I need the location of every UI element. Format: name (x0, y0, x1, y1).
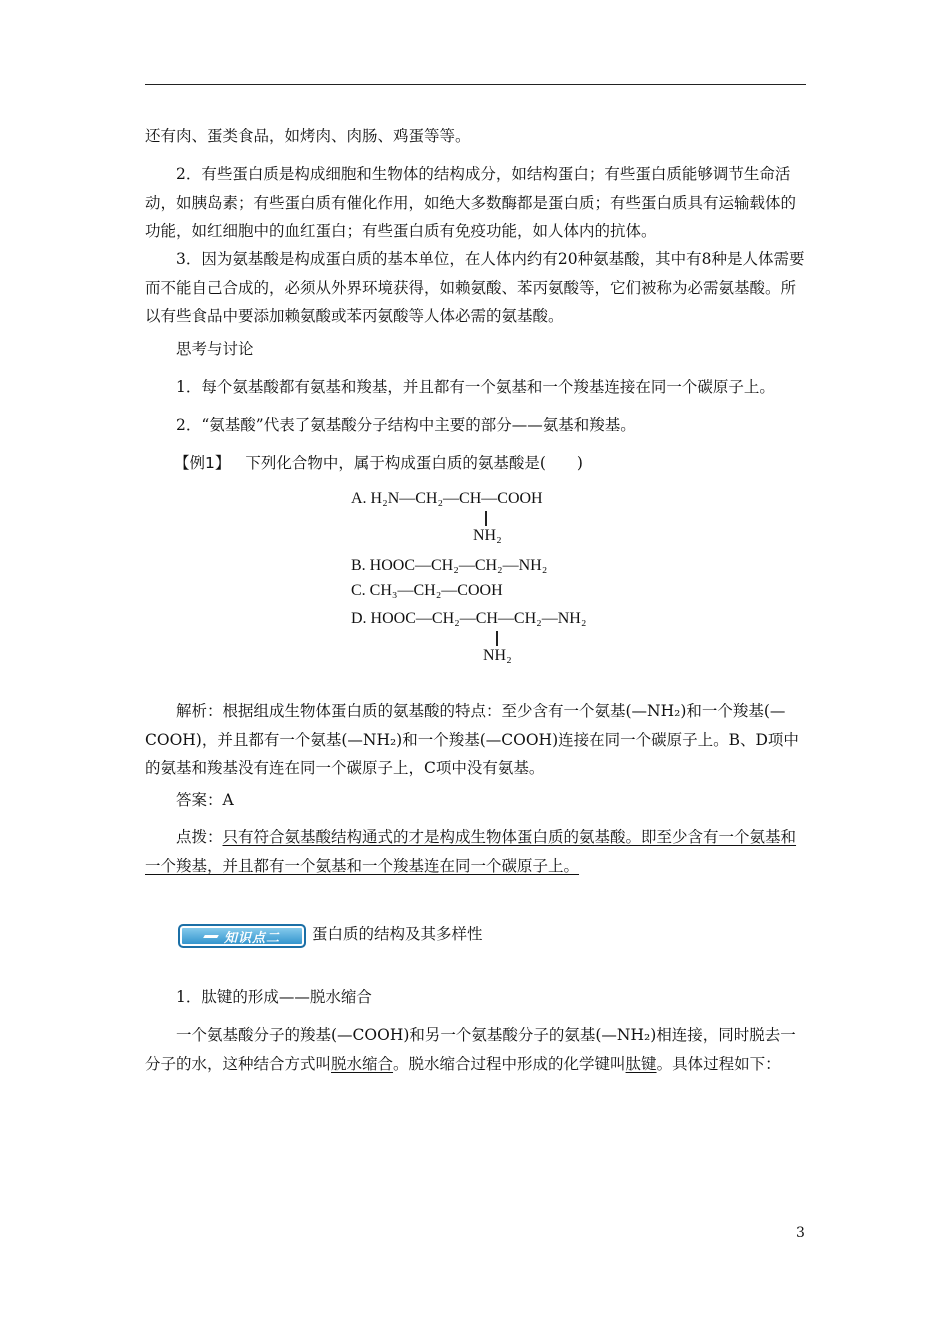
peptide-bond-paragraph (145, 1021, 806, 1078)
option-d-branch: NH₂ (483, 647, 512, 664)
section-title: 蛋白质的结构及其多样性 (312, 925, 483, 943)
paragraph-3: 3．因为氨基酸是构成蛋白质的基本单位，在人体内约有20种氨基酸，其中有8种是人体需要而不能自己合成的，必须从外界环境获得，如赖氨酸、苯丙氨酸等，它们被称为必需氨基酸。所以有些食品中要添加赖氨酸或苯丙氨酸等人体必需的氨基酸。 (145, 250, 805, 325)
option-b-formula: B. HOOC—CH₂—CH₂—NH₂ (351, 557, 548, 574)
example-question-text: 下列化合物中，属于构成蛋白质的氨基酸是( ) (245, 454, 583, 472)
option-d-formula: D. HOOC—CH₂—CH—CH₂—NH₂ (351, 610, 587, 627)
section-badge-label: 知识点二 (223, 930, 280, 946)
example-tag: 【例1】 (174, 454, 231, 472)
term-peptide-bond: 肽键 (625, 1054, 657, 1073)
example-question (174, 449, 806, 478)
tip-text: 只有符合氨基酸结构通式的才是构成生物体蛋白质的氨基酸。即至少含有一个氨基和一个羧基，并且都有一个氨基和一个羧基连在同一个碳原子上。 (145, 828, 797, 875)
paragraph-continuation: 还有肉、蛋类食品，如烤肉、肉肠、鸡蛋等等。 (145, 127, 471, 145)
discussion-item-1: 1．每个氨基酸都有氨基和羧基，并且都有一个氨基和一个羧基连接在同一个碳原子上。 (176, 378, 775, 396)
tip-label: 点拨： (176, 828, 223, 846)
discussion-item-2: 2．“氨基酸”代表了氨基酸分子结构中主要的部分——氨基和羧基。 (176, 416, 636, 434)
option-a-formula: A. H₂N—CH₂—CH—COOH (351, 490, 543, 507)
option-c-formula: C. CH₃—CH₂—COOH (351, 582, 503, 599)
peptide-bond-heading: 1．肽键的形成——脱水缩合 (176, 988, 372, 1006)
page-number: 3 (796, 1225, 805, 1241)
term-dehydration-condensation: 脱水缩合 (331, 1054, 394, 1073)
header-rule (145, 84, 806, 85)
paragraph-text-c: 。具体过程如下： (656, 1054, 781, 1073)
paragraph-2: 2．有些蛋白质是构成细胞和生物体的结构成分，如结构蛋白；有些蛋白质能够调节生命活动，如胰岛素；有些蛋白质有催化作用，如绝大多数酶都是蛋白质；有些蛋白质具有运输载体的功能，如红细胞中的血红蛋白；有些蛋白质有免疫功能，如人体内的抗体。 (145, 165, 797, 240)
answer-line: 答案：A (176, 791, 234, 809)
option-a-bond (485, 511, 487, 526)
option-a-branch: NH₂ (473, 527, 502, 544)
analysis-paragraph: 解析：根据组成生物体蛋白质的氨基酸的特点：至少含有一个氨基(—NH₂)和一个羧基(—COOH)，并且都有一个氨基(—NH₂)和一个羧基(—COOH)连接在同一个碳原子上。B、D项中的氨基和羧基没有连在同一个碳原子上，C项中没有氨基。 (145, 702, 799, 777)
option-d-bond (496, 631, 498, 646)
discussion-heading: 思考与讨论 (176, 340, 254, 358)
paragraph-text-b: 。脱水缩合过程中形成的化学键叫 (393, 1054, 626, 1073)
badge-stripe-icon (203, 935, 219, 938)
tip-paragraph (145, 823, 806, 880)
section-badge (178, 924, 306, 948)
paragraph-text-a: 一个氨基酸分子的羧基(—COOH)和另一个氨基酸分子的氨基(—NH₂)相连接，同时脱去一分子的水，这种结合方式叫 (145, 1026, 796, 1073)
